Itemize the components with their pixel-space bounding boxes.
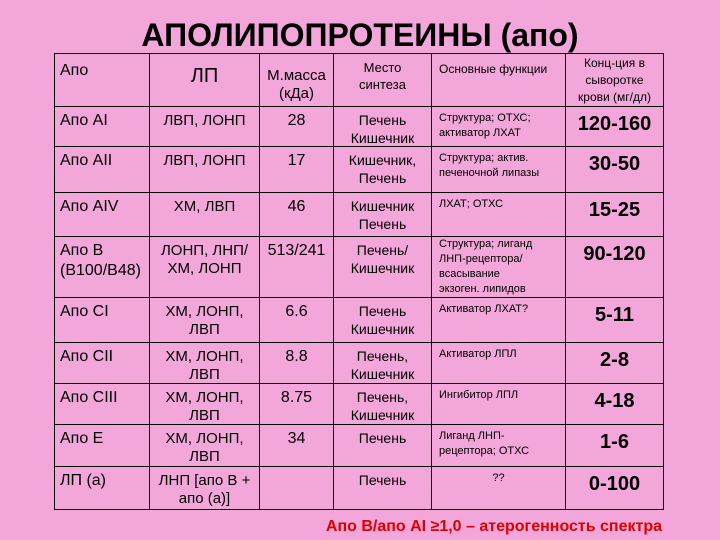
molecular-mass-cell [260,384,334,425]
apo-name-text: Апо CIII [60,389,118,406]
serum-concentration-cell [566,343,664,384]
molecular-mass-text: 6.6 [285,303,308,320]
serum-concentration-cell [566,147,664,193]
main-functions-cell [432,384,566,425]
serum-concentration-text: 5-11 [595,304,634,326]
synthesis-site-text: Кишечник [350,198,415,214]
main-functions-text: Структура; ОТХС; [439,112,531,124]
molecular-mass-cell [260,343,334,384]
main-functions-text: экзоген. липидов [439,283,526,295]
synthesis-site-cell [334,147,432,193]
main-functions-cell [432,193,566,237]
main-functions-text: ЛНП-рецептора/ [439,253,523,265]
column-header-text: М.масса [267,67,326,84]
synthesis-site-text: Кишечник [350,407,415,423]
main-functions-text: Структура; актив. [439,152,529,164]
molecular-mass-cell [260,467,334,510]
synthesis-site-text: Кишечник [350,366,415,382]
synthesis-site-text: Печень [358,303,407,319]
main-functions-cell [432,298,566,343]
serum-concentration-cell [566,237,664,298]
synthesis-site-cell [334,298,432,343]
molecular-mass-text: 46 [287,198,306,215]
column-header-text: Конц-ция в [584,56,645,70]
lipoprotein-classes-cell [150,467,260,510]
synthesis-site-cell [334,343,432,384]
molecular-mass-column-header [260,54,334,107]
synthesis-site-text: Печень [358,430,407,446]
slide-title: АПОЛИПОПРОТЕИНЫ (апо) [141,17,579,53]
apo-name-text: Апо AI [60,112,108,129]
synthesis-site-text: Печень/ [356,242,409,258]
molecular-mass-cell [260,425,334,467]
table-row [55,237,664,298]
synthesis-site-cell [334,384,432,425]
main-functions-cell [432,107,566,147]
table-row [55,147,664,193]
molecular-mass-text: 8.8 [285,348,308,365]
apo-name-cell [55,467,150,510]
synthesis-site-text: Кишечник [350,321,415,337]
synthesis-site-text: Печень [358,472,407,488]
header-row [55,54,664,107]
synthesis-site-text: Печень [358,216,407,232]
synthesis-site-text: Печень, [356,389,409,405]
lipoprotein-classes-text: ХМ, ЛОНП [167,260,242,277]
lipoprotein-classes-text: ЛОНП, ЛНП/ [160,242,249,259]
lipoprotein-classes-text: ХМ, ЛОНП, [165,430,244,447]
apo-name-cell [55,237,150,298]
serum-concentration-text: 120-160 [577,113,652,135]
molecular-mass-text: 34 [287,430,306,447]
lipoprotein-classes-text: ХМ, ЛОНП, [165,303,244,320]
synthesis-site-text: Кишечник, [348,152,417,168]
lipoprotein-classes-text: ХМ, ЛОНП, [165,389,244,406]
lipoprotein-classes-text: ЛВП, ЛОНП [163,112,246,129]
serum-concentration-text: 15-25 [588,199,641,221]
molecular-mass-text: 513/241 [267,242,326,259]
apo-name-cell [55,107,150,147]
main-functions-cell [432,147,566,193]
apo-name-text: Апо CII [60,348,114,365]
synthesis-site-cell [334,193,432,237]
lipoprotein-classes-cell [150,193,260,237]
main-functions-text: Активатор ЛХАТ? [439,303,529,315]
column-header-text: (кДа) [278,85,315,102]
synthesis-site-text: Кишечник [350,260,415,276]
serum-concentration-text: 2-8 [600,349,629,371]
lipoprotein-classes-cell [150,147,260,193]
main-functions-text: Активатор ЛПЛ [439,348,517,360]
column-header-text: Основные функции [439,62,548,76]
apo-name-text: Апо CI [60,303,109,320]
main-functions-cell [432,467,566,510]
apo-name-text: Апо AII [60,152,113,169]
serum-concentration-cell [566,107,664,147]
synthesis-site-cell [334,107,432,147]
apo-name-cell [55,384,150,425]
column-header-text: крови (мг/дл) [578,90,651,104]
atherogenicity-note: Апо B/апо AI ≥1,0 – атерогенность спектра [325,518,662,535]
lipoprotein-classes-text: ЛВП [189,448,220,465]
apo-name-column-header [55,54,150,107]
serum-concentration-cell [566,384,664,425]
molecular-mass-cell [260,193,334,237]
lipoprotein-classes-cell [150,107,260,147]
main-functions-cell [432,237,566,298]
main-functions-text: Структура; лиганд [439,238,533,250]
lipoprotein-classes-text: ЛВП [189,407,220,424]
main-functions-column-header [432,54,566,107]
lipoprotein-classes-text: ЛВП [189,321,220,338]
table-row [55,298,664,343]
molecular-mass-text: 8.75 [280,389,313,406]
lipoprotein-classes-cell [150,384,260,425]
main-functions-cell [432,343,566,384]
main-functions-text: ?? [492,472,505,484]
main-functions-text: рецептора; ОТХС [439,445,530,457]
molecular-mass-cell [260,107,334,147]
apo-name-text: Апо AIV [60,198,119,215]
synthesis-site-column-header [334,54,432,107]
main-functions-text: ЛХАТ; ОТХС [439,198,504,210]
lipoprotein-classes-cell [150,237,260,298]
molecular-mass-cell [260,237,334,298]
molecular-mass-text: 28 [287,112,306,129]
column-header-text: Апо [60,62,89,79]
apo-name-cell [55,425,150,467]
molecular-mass-cell [260,298,334,343]
apo-name-cell [55,343,150,384]
main-functions-text: Лиганд ЛНП- [439,430,505,442]
table-row [55,193,664,237]
apolipoprotein-table [54,53,664,510]
serum-concentration-cell [566,425,664,467]
main-functions-text: всасывание [439,268,500,280]
lipoprotein-classes-text: ЛНП [апо B + [158,472,251,489]
column-header-text: синтеза [359,77,406,92]
lipoprotein-classes-column-header [150,54,260,107]
synthesis-site-text: Печень [358,170,407,186]
lipoprotein-classes-cell [150,425,260,467]
main-functions-cell [432,425,566,467]
main-functions-text: активатор ЛХАТ [439,127,521,139]
lipoprotein-classes-text: апо (а)] [178,490,231,507]
apo-name-text: Апо B [60,242,104,259]
synthesis-site-cell [334,237,432,298]
serum-concentration-text: 4-18 [594,390,635,412]
molecular-mass-cell [260,147,334,193]
table-row [55,343,664,384]
table-row [55,384,664,425]
serum-concentration-text: 0-100 [588,473,641,495]
serum-concentration-cell [566,298,664,343]
molecular-mass-text: 17 [287,152,306,169]
serum-concentration-cell [566,193,664,237]
apo-name-text: (B100/B48) [60,262,141,279]
synthesis-site-cell [334,467,432,510]
lipoprotein-classes-text: ЛВП [189,366,220,383]
main-functions-text: печеночной липазы [439,167,540,179]
table-row [55,425,664,467]
lipoprotein-classes-cell [150,298,260,343]
apo-name-cell [55,298,150,343]
lipoprotein-classes-text: ХМ, ЛВП [173,198,236,215]
table-row [55,107,664,147]
lipoprotein-classes-text: ХМ, ЛОНП, [165,348,244,365]
serum-concentration-column-header [566,54,664,107]
apo-name-cell [55,147,150,193]
apo-name-cell [55,193,150,237]
serum-concentration-cell [566,467,664,510]
synthesis-site-text: Кишечник [350,130,415,146]
column-header-text: сыворотке [585,73,644,87]
synthesis-site-text: Печень [358,112,407,128]
main-functions-text: Ингибитор ЛПЛ [439,389,519,401]
lipoprotein-classes-text: ЛВП, ЛОНП [163,152,246,169]
synthesis-site-text: Печень, [356,348,409,364]
apo-name-text: Апо E [60,430,104,447]
lipoprotein-classes-cell [150,343,260,384]
apo-name-text: ЛП (а) [60,472,106,489]
column-header-text: ЛП [190,65,219,87]
serum-concentration-text: 30-50 [588,153,641,175]
serum-concentration-text: 1-6 [600,431,629,453]
column-header-text: Место [363,60,402,75]
synthesis-site-cell [334,425,432,467]
table-row [55,467,664,510]
serum-concentration-text: 90-120 [583,243,646,265]
